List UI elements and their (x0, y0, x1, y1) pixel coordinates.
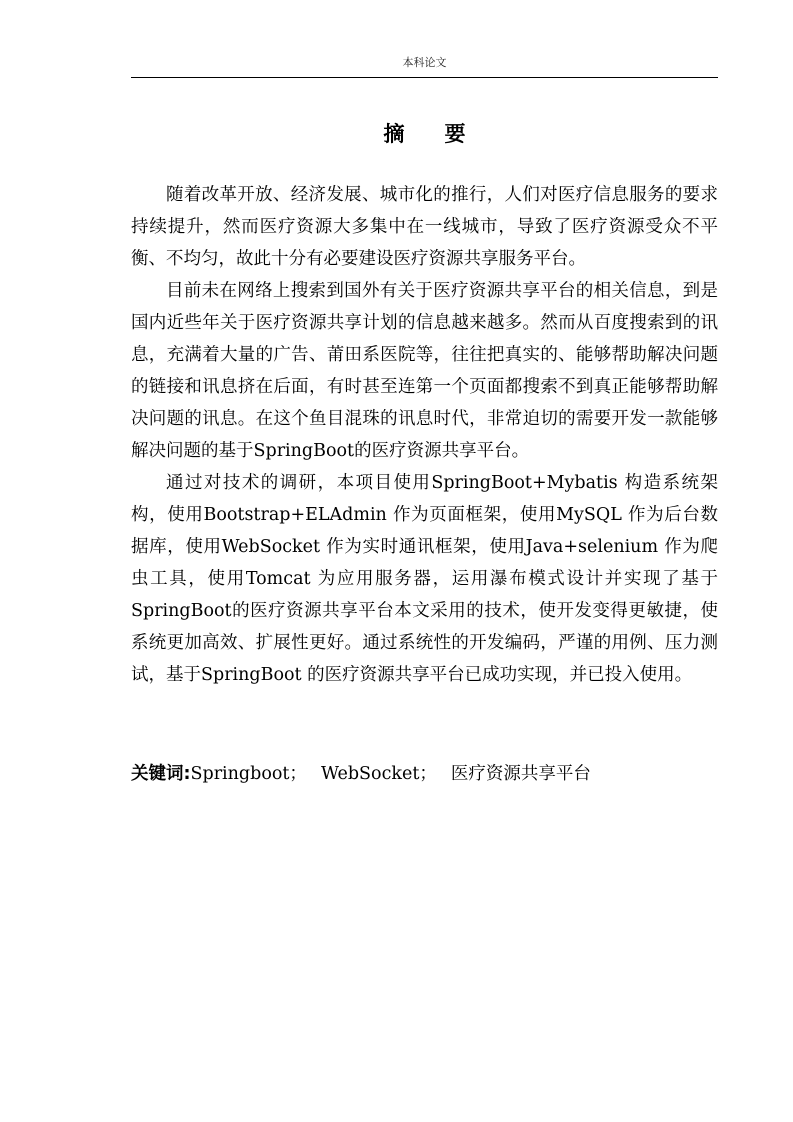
keywords-label: 关键词: (131, 764, 191, 784)
abstract-title-char-2: 要 (444, 122, 466, 146)
abstract-paragraph-1: 随着改革开放、经济发展、城市化的推行，人们对医疗信息服务的要求持续提升，然而医疗资源大多集中在一线城市，导致了医疗资源受众不平衡、不均匀，故此十分有必要建设医疗资源共享服务平台。 (131, 185, 718, 269)
keywords-line (131, 758, 718, 790)
abstract-paragraph-3: 通过对技术的调研，本项目使用SpringBoot+Mybatis 构造系统架构，使用Bootstrap+ELAdmin 作为页面框架，使用MySQL 作为后台数据库，使用WebSocket 作为实时通讯框架，使用Java+selenium 作为爬虫工具，使用Tomcat 为应用服务器，运用瀑布模式设计并实现了基于SpringBoot的医疗资源共享平台本文采用的技术，使开发变得更敏捷，使系统更加高效、扩展性更好。通过系统性的开发编码，严谨的用例、压力测试，基于SpringBoot 的医疗资源共享平台已成功实现，并已投入使用。 (131, 473, 718, 685)
header-divider (131, 77, 718, 78)
keyword-item: 医疗资源共享平台 (450, 764, 591, 784)
keyword-item: WebSocket； (320, 764, 437, 784)
abstract-paragraph-2: 目前未在网络上搜索到国外有关于医疗资源共享平台的相关信息，到是国内近些年关于医疗资源共享计划的信息越来越多。然而从百度搜索到的讯息，充满着大量的广告、莆田系医院等，往往把真实的、能够帮助解决问题的链接和讯息挤在后面，有时甚至连第一个页面都搜索不到真正能够帮助解决问题的讯息。在这个鱼目混珠的讯息时代，非常迫切的需要开发一款能够解决问题的基于SpringBoot的医疗资源共享平台。 (131, 281, 718, 461)
running-header: 本科论文 (402, 56, 447, 69)
keyword-item: Springboot； (190, 764, 307, 784)
abstract-title-char-1: 摘 (383, 122, 405, 146)
abstract-body (131, 179, 718, 691)
abstract-title (131, 120, 718, 148)
